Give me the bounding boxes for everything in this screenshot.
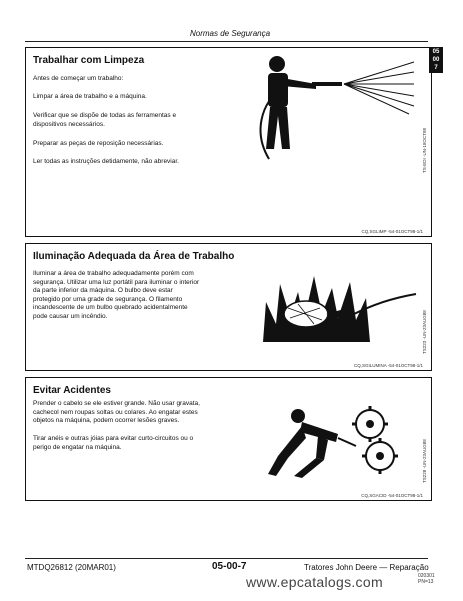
paragraph: Verificar que se dispõe de todas as ferramentas e dispositivos necessários. [33,112,177,128]
worker-pressure-washer-icon [254,54,419,164]
paragraph: Tirar anéis e outras jóias para evitar curto-circuitos ou o perigo de engatar na máquina. [33,435,194,451]
paragraph: Preparar as peças de reposição necessárias. [33,140,164,147]
section-title: Iluminação Adequada da Área de Trabalho [33,251,235,262]
footer-code: 020301 [418,573,435,579]
doc-id: MTDQ26812 (20MAR01) [27,563,116,572]
person-caught-gears-icon [258,396,408,481]
section-tab: 05 00 7 [429,47,443,73]
watermark: www.epcatalogs.com [246,574,383,590]
paragraph: Ler todas as instruções detidamente, não abreviar. [33,158,179,165]
page-number: 05-00-7 [212,561,247,572]
running-header: Normas de Segurança [190,29,271,38]
paragraph: Limpar a área de trabalho e a máquina. [33,93,147,100]
paragraph: Iluminar a área de trabalho adequadamente porém com segurança. Utilizar uma luz portátil para iluminar o interior da parte inferior da máquina. O bulbo deve estar protegido por uma grade de segurança. O filamento incandescente de um bulbo quebrado acidentalmente pode causar um incêndio. [33,270,200,320]
section-title: Evitar Acidentes [33,385,111,396]
image-code: TS-EDI -UN-18OCT88 [422,127,427,173]
reference-code: CQ,SGLIMP -54-01OCT98-1/1 [361,229,423,234]
header-divider [25,41,428,42]
reference-code: CQ,SGILUMINA -54-01OCT98-1/1 [353,363,423,368]
broken-lamp-fire-icon [258,262,418,347]
paragraph: Prender o cabelo se ele estiver grande. Não usar gravata, cachecol nem roupas soltas ou colares. Ao engatar estes objetos na máquina, podem ocorrer lesões graves. [33,400,200,424]
safety-section-cleanliness [25,47,432,237]
reference-code: CQ,SGACID -54-01OCT98-1/1 [361,493,423,498]
footer-divider [25,558,428,559]
image-code: TS223 -UN-23AUG88 [422,310,427,354]
paragraph: Antes de começar um trabalho: [33,75,124,82]
safety-section-accidents [25,377,432,501]
section-title: Trabalhar com Limpeza [33,55,145,66]
footer-page-code: PN=13 [418,579,434,585]
safety-section-lighting [25,243,432,371]
manual-title: Tratores John Deere — Reparação [304,563,429,572]
image-code: TS228 -UN-23AUG88 [422,439,427,483]
